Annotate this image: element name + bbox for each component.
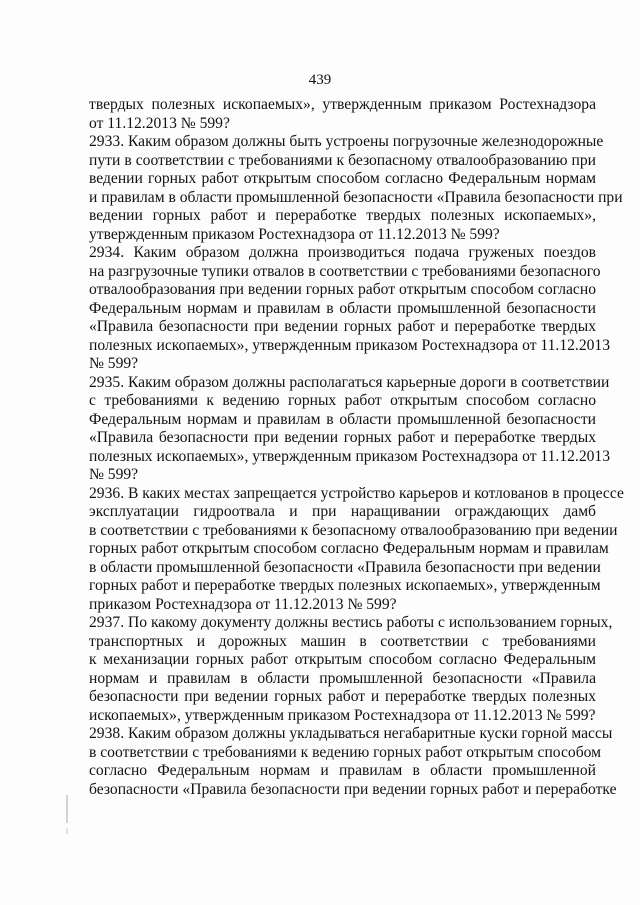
- text-line: нормам и правилам в области промышленной безопасности «Правила: [89, 669, 596, 687]
- text-line: согласно Федеральным нормам и правилам в области промышленной: [89, 762, 596, 779]
- text-line: горных работ и переработке твердых полезных ископаемых», утвержденным: [89, 577, 601, 594]
- text-line: эксплуатации гидроотвала и при наращивании ограждающих дамб: [89, 503, 596, 520]
- text-line: № 599?: [89, 355, 139, 372]
- text-line: безопасности «Правила безопасности при ведении горных работ и переработке: [89, 780, 617, 798]
- scan-edge-mark-small: [66, 828, 68, 834]
- text-line: безопасности при ведении горных работ и переработке твердых полезных: [89, 688, 596, 705]
- text-line: 2937. По какому документу должны вестись работы с использованием горных,: [89, 614, 613, 631]
- text-line: приказом Ростехнадзора от 11.12.2013 № 599?: [89, 595, 397, 613]
- text-line: ведении горных работ открытым способом согласно Федеральным нормам: [89, 170, 596, 187]
- page-number: 439: [308, 72, 332, 88]
- text-line: в области промышленной безопасности «Правила безопасности при ведении: [89, 558, 601, 576]
- text-line: Федеральным нормам и правилам в области промышленной безопасности: [89, 410, 596, 428]
- text-line: горных работ открытым способом согласно Федеральным нормам и правилам: [89, 540, 609, 557]
- text-line: 2933. Каким образом должны быть устроены погрузочные железнодорожные: [89, 133, 604, 150]
- text-line: в соответствии с требованиями к ведению горных работ открытым способом: [89, 743, 602, 761]
- text-line: отвалообразования при ведении горных работ открытым способом согласно: [89, 281, 596, 298]
- text-line: к механизации горных работ открытым способом согласно Федеральным: [89, 651, 596, 668]
- text-line: и правилам в области промышленной безопасности «Правила безопасности при: [89, 188, 623, 206]
- text-line: полезных ископаемых», утвержденным приказом Ростехнадзора от 11.12.2013: [89, 336, 611, 354]
- text-line: № 599?: [89, 466, 139, 483]
- text-line: «Правила безопасности при ведении горных работ и переработке твердых: [89, 318, 596, 335]
- text-line: 2936. В каких местах запрещается устройство карьеров и котлованов в процессе: [89, 484, 624, 502]
- text-line: от 11.12.2013 № 599?: [89, 114, 230, 132]
- text-line: пути в соответствии с требованиями к безопасному отвалообразованию при: [89, 151, 596, 169]
- text-line: транспортных и дорожных машин в соответствии с требованиями: [89, 632, 596, 650]
- text-line: Федеральным нормам и правилам в области промышленной безопасности: [89, 299, 596, 317]
- text-line: в соответствии с требованиями к безопасному отвалообразованию при ведении: [89, 521, 618, 539]
- text-line: утвержденным приказом Ростехнадзора от 11.12.2013 № 599?: [89, 225, 500, 243]
- body-text: [89, 96, 624, 799]
- text-line: с требованиями к ведению горных работ открытым способом согласно: [89, 392, 596, 409]
- scan-edge-mark: [66, 795, 68, 823]
- text-line: 2935. Каким образом должны располагаться карьерные дороги в соответствии: [89, 373, 610, 391]
- text-line: ископаемых», утвержденным приказом Ростехнадзора от 11.12.2013 № 599?: [89, 706, 596, 724]
- text-line: полезных ископаемых», утвержденным приказом Ростехнадзора от 11.12.2013: [89, 447, 611, 465]
- text-line: «Правила безопасности при ведении горных работ и переработке твердых: [89, 429, 596, 446]
- text-line: на разгрузочные тупики отвалов в соответствии с требованиями безопасного: [89, 262, 601, 280]
- text-line: 2934. Каким образом должна производиться подача груженых поездов: [89, 244, 596, 261]
- text-line: 2938. Каким образом должны укладываться негабаритные куски горной массы: [89, 725, 613, 742]
- text-line: твердых полезных ископаемых», утвержденным приказом Ростехнадзора: [89, 96, 596, 113]
- text-line: ведении горных работ и переработке твердых полезных ископаемых»,: [89, 207, 596, 224]
